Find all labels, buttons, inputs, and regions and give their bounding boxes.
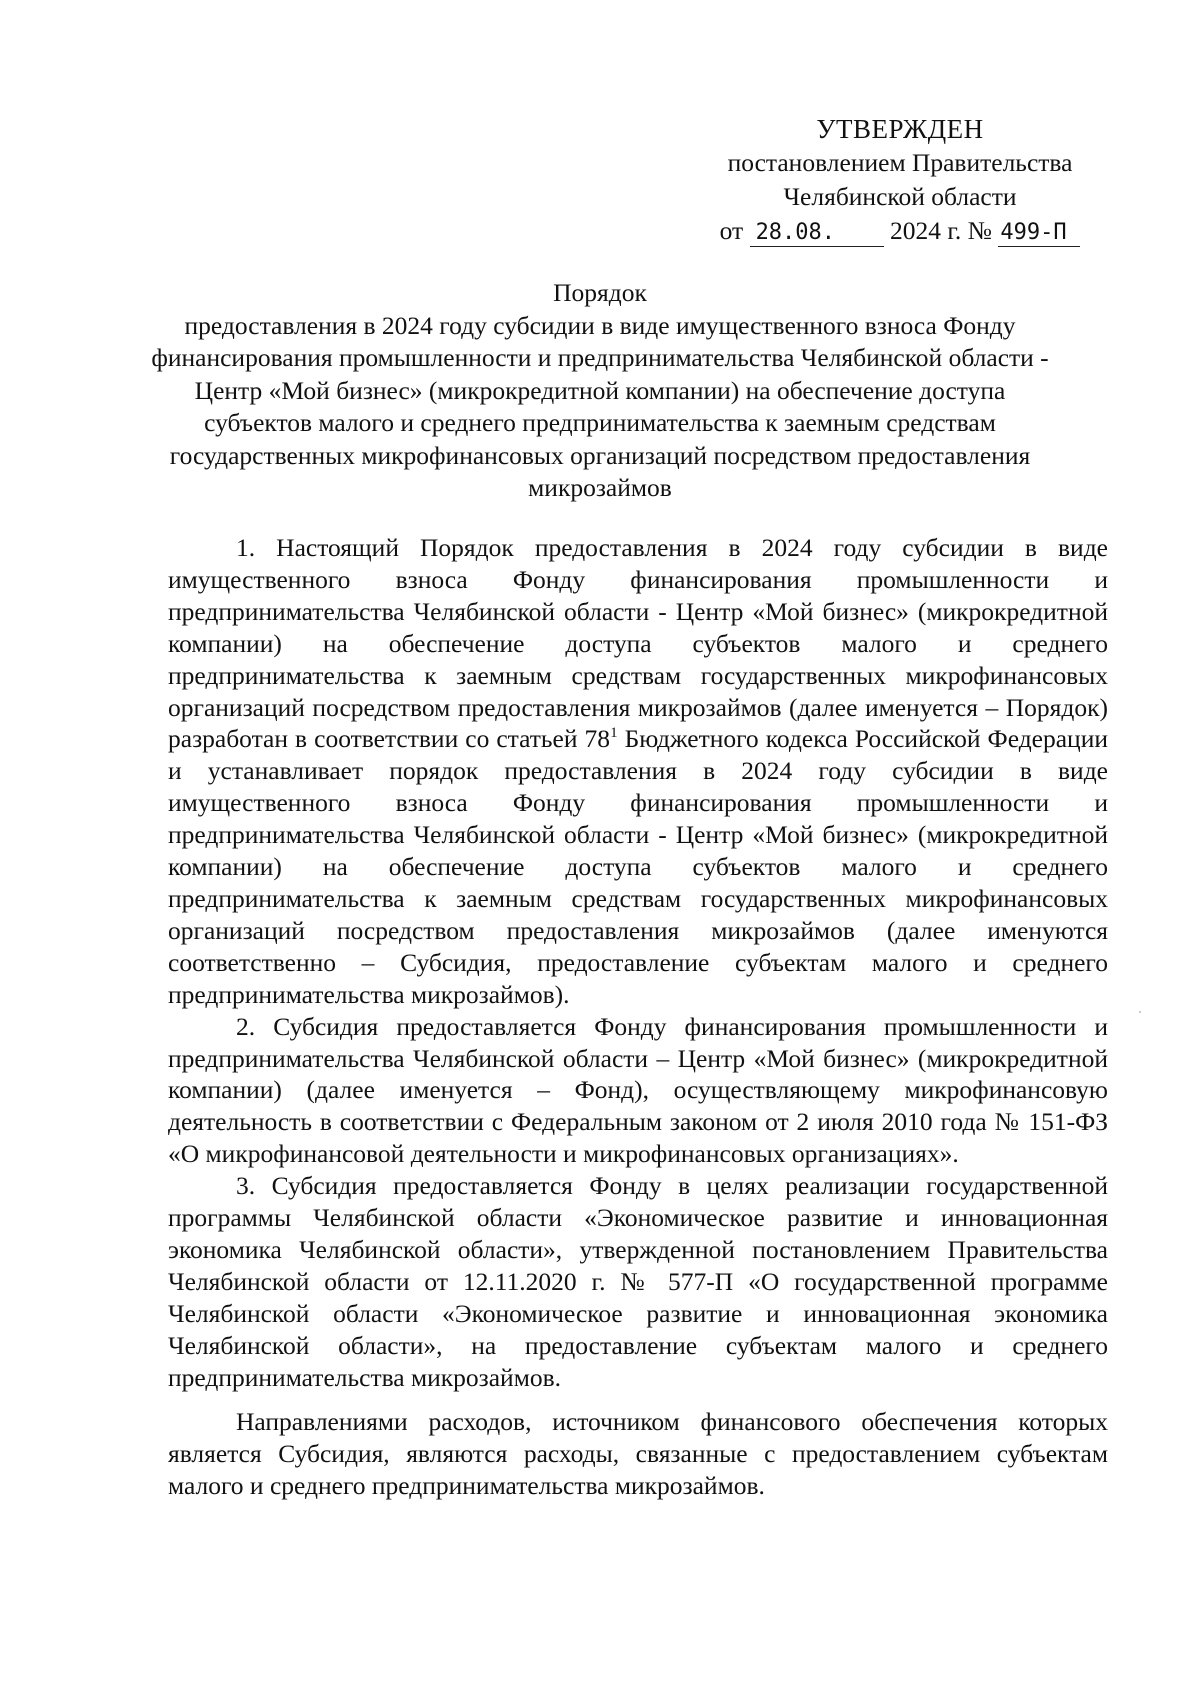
paragraph-4: Направлениями расходов, источником финансового обеспечения которых является Субсидия, являются расходы, связанные с предоставлением субъектам малого и среднего предпринимательства микрозаймов. [168,1407,1108,1501]
date-prefix: от [719,216,744,245]
year-text: 2024 г. № [889,216,992,245]
article-superscript: 1 [610,725,618,742]
document-title-block [150,277,1050,505]
document-subtitle: предоставления в 2024 году субсидии в виде имущественного взноса Фонду финансирования промышленности и предпринимательства Челябинской области - Центр «Мой бизнес» (микрокредитной компании) на обеспечение доступа субъектов малого и среднего предпринимательства к заемным средствам государственных микрофинансовых организаций посредством предоставления микрозаймов [151,310,1049,502]
approval-block [700,112,1100,248]
approval-line-1: постановлением Правительства [727,148,1073,177]
document-body [168,532,1108,1502]
approval-heading: УТВЕРЖДЕН [816,114,984,144]
paragraph-1 [168,532,1108,1011]
paragraph-2: 2. Субсидия предоставляется Фонду финансирования промышленности и предпринимательства Челябинской области – Центр «Мой бизнес» (микрокредитной компании) (далее именуется – Фонд), осуществляющему микрофинансовую деятельность в соответствии с Федеральным законом от 2 июля 2010 года № 151-ФЗ «О микрофинансовой деятельности и микрофинансовых организациях». [168,1011,1108,1169]
paragraph-1-part-b: Бюджетного кодекса Российской Федерации и устанавливает порядок предоставления в 2024 году субсидии в виде имущественного взноса Фонду финансирования промышленности и предпринимательства Челябинской области - Центр «Мой бизнес» (микрокредитной компании) на обеспечение доступа субъектов малого и среднего предпринимательства к заемным средствам государственных микрофинансовых организаций посредством предоставления микрозаймов (далее именуются соответственно – Субсидия, предоставление субъектам малого и среднего предпринимательства микрозаймов). [168,724,1108,1009]
document-title: Порядок [553,278,647,307]
approval-line-2: Челябинской области [783,182,1017,211]
scan-speck [1139,1011,1141,1013]
paragraph-3: 3. Субсидия предоставляется Фонду в целях реализации государственной программы Челябинской области «Экономическое развитие и инновационная экономика Челябинской области», утвержденной постановлением Правительства Челябинской области от 12.11.2020 г. № 577-П «О государственной программе Челябинской области «Экономическое развитие и инновационная экономика Челябинской области», на предоставление субъектам малого и среднего предпринимательства микрозаймов. [168,1171,1108,1392]
document-number-field: 499-П [998,220,1080,247]
paragraph-1-part-a: 1. Настоящий Порядок предоставления в 2024 году субсидии в виде имущественного взноса Фонду финансирования промышленности и предпринимательства Челябинской области - Центр «Мой бизнес» (микрокредитной компании) на обеспечение доступа субъектов малого и среднего предпринимательства к заемным средствам государственных микрофинансовых организаций посредством предоставления микрозаймов (далее именуется – Порядок) разработан в соответствии со статьей 78 [168,533,1108,754]
approval-date-line [700,214,1100,248]
date-field: 28.08. [750,220,884,247]
